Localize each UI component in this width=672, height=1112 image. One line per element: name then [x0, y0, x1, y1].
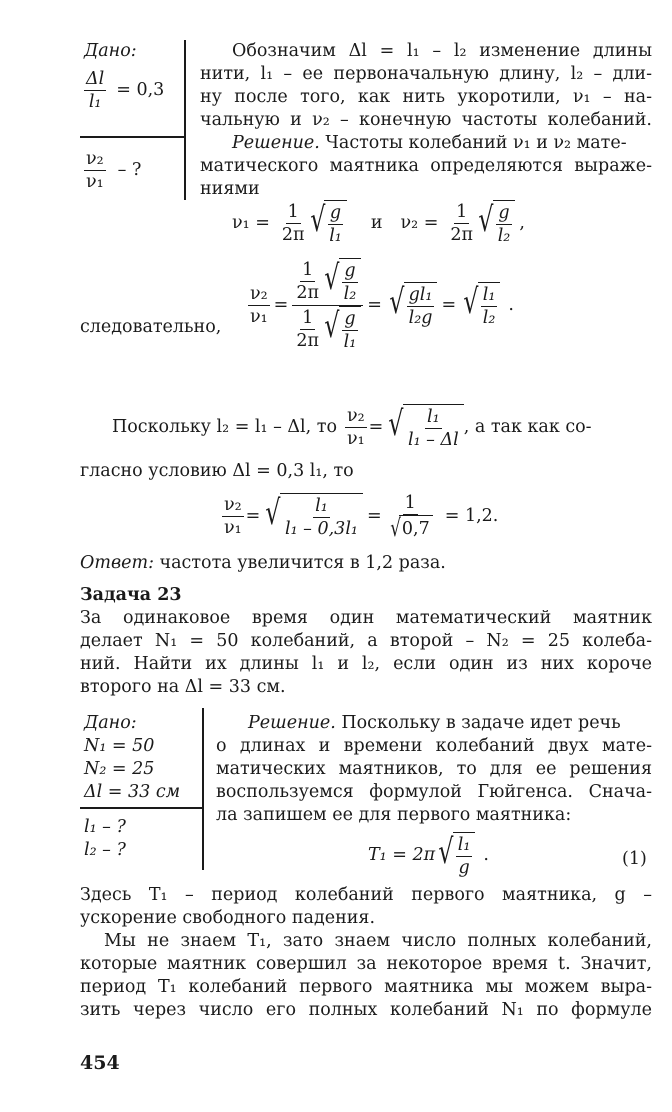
page-number: 454: [80, 1052, 120, 1074]
cond-denominator: l₁: [88, 92, 102, 112]
solution-line-1: Решение. Частоты колебаний ν₁ и ν₂ мате-: [232, 133, 627, 153]
task-title: Задача 23: [80, 585, 182, 605]
find-numerator: ν₂: [86, 149, 104, 169]
condition-line: гласно условию Δl = 0,3 l₁, то: [80, 461, 354, 481]
solution-label: Решение.: [232, 133, 320, 153]
task-line-3: ний. Найти их длины l₁ и l₂, если один из них короче: [80, 654, 652, 674]
result-value: = 1,2.: [444, 506, 499, 526]
given-divider-2: [80, 807, 202, 809]
solution2-line-1: Решение. Поскольку в задаче идет речь: [248, 713, 621, 733]
intro-line-3: ну после того, как нить укоротили, ν₁ – на-: [200, 87, 652, 107]
given-n2: N₂ = 25: [84, 759, 155, 779]
equation-number: (1): [622, 849, 647, 869]
answer-line: Ответ: частота увеличится в 1,2 раза.: [80, 553, 446, 573]
given-n1: N₁ = 50: [84, 736, 155, 756]
solution2-line-4: воспользуемся формулой Гюйгенса. Снача-: [216, 782, 652, 802]
given-title-1: Дано:: [84, 41, 137, 61]
formula-ratio: $\frac{\text{ν₂}}{\text{ν₁}}$ = $\frac{1}{2\pi}$ √ $\frac{g}{\text{l₂}}$ $\frac{1}{2\pi}$ √ $\frac{g}{\text{l₁}}$ = √ $\frac{\text{gl₁}}{\text{l₂g}}$ = √ $\frac{\text{l₁}}{\text{l₂}}$ .: [250, 258, 514, 352]
cond-value: = 0,3: [116, 80, 165, 100]
big-fraction: $\frac{1}{2\pi}$ √ $\frac{g}{\text{l₂}}$ $\frac{1}{2\pi}$ √ $\frac{g}{\text{l₁}}$: [292, 258, 363, 353]
solution-line-3: ниями: [200, 179, 260, 199]
find-question: – ?: [117, 160, 142, 180]
cond-numerator: Δl: [86, 69, 105, 89]
intro-line-4: чальную и ν₂ – конечную частоты колебаний.: [200, 110, 652, 130]
para-line-2: ускорение свободного падения.: [80, 908, 376, 928]
para-line-5: период T₁ колебаний первого маятника мы можем выра-: [80, 977, 652, 997]
formula-result: $\frac{\text{ν₂}}{\text{ν₁}}$ = √ $\frac{\text{l₁}}{\text{l₁ – 0,3l₁}}$ = 1 √ 0,7 = 1,2.: [224, 493, 499, 542]
formula-frequencies: ν₁ = $\frac{1}{2\pi}$ √ $\frac{g}{\text{l₁}}$ и ν₂ = $\frac{1}{2\pi}$ √ $\frac{g}{\text{l₂}}$ ,: [232, 200, 525, 246]
given-title-2: Дано:: [84, 713, 137, 733]
given-find-l2: l₂ – ?: [84, 840, 126, 860]
therefore-label: следовательно,: [80, 317, 222, 337]
given-vertical-rule-1: [184, 40, 186, 200]
formula-since: Поскольку l₂ = l₁ – Δl, то $\frac{\text{ν₂}}{\text{ν₁}}$ = √ $\frac{\text{l₁}}{\text{l₁ – Δl}}$ , а так как со-: [112, 404, 592, 450]
given-vertical-rule-2: [202, 708, 204, 870]
para-line-3: Мы не знаем T₁, зато знаем число полных колебаний,: [104, 931, 652, 951]
given-dl: Δl = 33 см: [84, 782, 181, 802]
sqrt-g-l2: √ $\frac{g}{\text{l₂}}$: [475, 200, 515, 247]
solution-line-2: матического маятника определяются выраже-: [200, 156, 652, 176]
solution2-label: Решение.: [248, 713, 336, 733]
given-find-l1: l₁ – ?: [84, 817, 126, 837]
intro-line-1: Обозначим Δl = l₁ – l₂ изменение длины: [232, 41, 652, 61]
sqrt-g-l1: √ $\frac{g}{\text{l₁}}$: [307, 200, 347, 247]
task-line-2: делает N₁ = 50 колебаний, а второй – N₂ = 25 колеба-: [80, 631, 652, 651]
para-line-4: которые маятник совершил за некоторое время t. Значит,: [80, 954, 652, 974]
given-divider-1: [80, 136, 184, 138]
task-line-4: второго на Δl = 33 см.: [80, 677, 286, 697]
answer-label: Ответ:: [80, 553, 154, 573]
para-line-1: Здесь T₁ – период колебаний первого маятника, g –: [80, 885, 652, 905]
solution2-line-3: матических маятников, то для ее решения: [216, 759, 652, 779]
solution2-line-2: о длинах и времени колебаний двух мате-: [216, 736, 652, 756]
given-condition-1: [84, 68, 164, 113]
given-find-1: [84, 148, 141, 193]
para-line-6: зить через число его полных колебаний N₁ по формуле: [80, 1000, 652, 1020]
intro-line-2: нити, l₁ – ее первоначальную длину, l₂ – дли-: [200, 64, 652, 84]
solution2-line-5: ла запишем ее для первого маятника:: [216, 805, 572, 825]
find-denominator: ν₁: [86, 172, 104, 192]
task-line-1: За одинаковое время один математический маятник: [80, 608, 652, 628]
formula-huygens: T₁ = 2π √ $\frac{\text{l₁}}{g}$ .: [368, 832, 489, 878]
